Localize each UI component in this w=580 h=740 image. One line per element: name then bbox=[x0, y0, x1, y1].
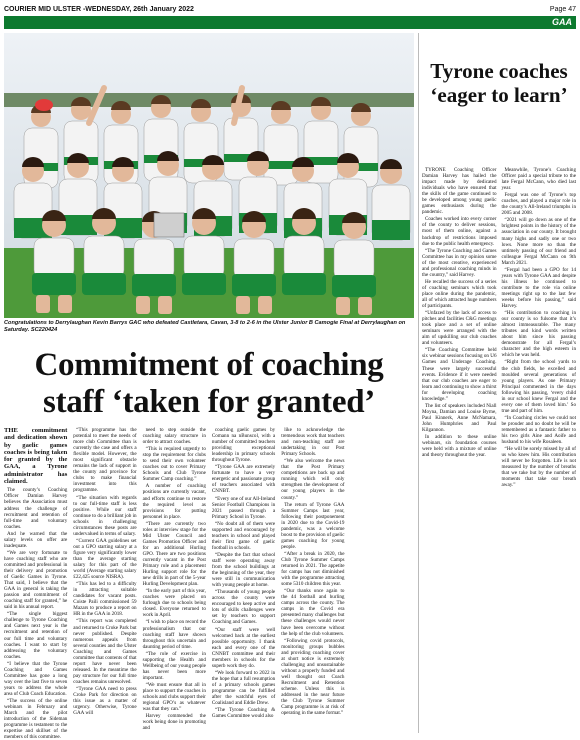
article-body bbox=[4, 427, 414, 740]
article-column-4 bbox=[212, 427, 275, 733]
paragraph: “There are currently two roles at interview stage for the Mid Ulster Council and Games Promotion Officer and for an additional Hurling GPO. There are two positions currently vacant in the Post Primary role and a placement Hurling support role for the new drills in part of the 5-year Hurling Development plan. bbox=[142, 520, 206, 588]
sidebar-body bbox=[422, 167, 576, 729]
paragraph: “2021 will go down as one of the brightest points in the history of the association in our county. It brought many highs and sadly one or two lows. None more so than the untimely passing of our friend and colleague Fergal McCann on 9th March 2021. bbox=[501, 217, 576, 266]
article-col2-text bbox=[73, 427, 136, 716]
paragraph: In addition to these online webinars, six foundation courses were held with a mixture of online and theory throughout the year. bbox=[422, 434, 497, 459]
team-photo-illustration bbox=[4, 33, 414, 318]
section-label: GAA bbox=[552, 17, 572, 27]
paragraph: “The Tyrone Coaching and Games Committee has in my opinion some of the most creative, experienced and professional coaching minds in the country,” said Harvey. bbox=[422, 247, 497, 278]
paragraph: Harvey commended the work being done in promoting and bbox=[142, 713, 206, 732]
page-number: Page 47 bbox=[549, 5, 576, 13]
article-col1-text bbox=[4, 487, 67, 740]
paragraph: “This programme has the potential to meet the needs of more club Committee than is currently the case and offers a flexible model. However, the most significant obstacle remains the lack of support in the county and province for clubs to make financial investment into this programme. bbox=[73, 427, 137, 494]
sidebar-column-2 bbox=[502, 167, 577, 729]
sidebar-headline: Tyrone coaches ‘eager to learn’ bbox=[430, 59, 568, 107]
paragraph: “I wish to place on record the professionalism that our coaching staff have shown throughout this uncertain and daunting period of time. bbox=[142, 619, 206, 650]
paragraph: “The single biggest challenge to Tyrone Coaching and Games next year is the recruitment and retention of our full time and voluntary coaches. I want to start by addressing the voluntary coaches. bbox=[4, 611, 68, 660]
sidebar-column-1 bbox=[422, 167, 497, 729]
paragraph: “We are very fortunate to have coaching staff who are committed and professional in their delivery and promotion of Gaelic Games in Tyrone. That said, I believe that the GAA in general is taking the passion and commitment of coaching staff for granted,” he said in his annual report. bbox=[4, 549, 68, 611]
paragraph: “This report was completed and returned to Croke Park but never published. Despite numerous appeals from several counties and the Ulster Coaching and Games committee that contents of that report have never been released. In the meantime the pay structure for our full time coaches remains unresolved. bbox=[73, 618, 137, 685]
paragraph: The county’s Coaching Officer Damian Harvey believes the Association must address the challenge of recruitment and retention of full-time and voluntary coaches. bbox=[4, 487, 68, 530]
column-divider bbox=[418, 33, 419, 733]
paragraph: like to acknowledge the tremendous work that teachers and non-teaching staff are undertaking in our Post Primary Schools. bbox=[281, 427, 345, 458]
masthead bbox=[4, 3, 576, 15]
paragraph: “I believe that the Tyrone Coaching and Games Committee has gone a long way over the last five to seven years to address the whole area of Club Coach Education. bbox=[4, 660, 68, 697]
article-column-1 bbox=[4, 427, 68, 740]
paragraph: The return of Tyrone GAA Summer Camps last year, following their postponement in 2020 due to the Covid-19 pandemic, was a welcome boost to the provision of gaelic games coaching for young people. bbox=[281, 501, 345, 550]
article-headline: Commitment of coaching staff ‘taken for granted’ bbox=[34, 347, 384, 420]
paragraph: “We must ensure that all in place to support the coaches in schools and clubs support their regional GPO’s as whatever was that they can.” bbox=[142, 681, 206, 713]
article-column-2 bbox=[73, 427, 136, 733]
paragraph: Coaches worked into every corner of the county to deliver sessions, most of them online, against a backdrop of restrictions imposed due to the public health emergency. bbox=[422, 216, 497, 247]
paragraph: “Tyrone GAA are extremely fortunate to have a very energetic and passionate group of teachers associated with CNNBT. bbox=[211, 464, 276, 495]
paragraph: “Unfazed by the lack of access to pitches and facilities C&G meetings took place and a set of online seminars were arranged with the aim of upskilling our club coaches and volunteers. bbox=[422, 310, 497, 347]
paragraph: Meanwhile, Tyrone’s Coaching Officer paid a special tribute to the late Fergal McCann, who died last year. bbox=[501, 167, 576, 192]
paragraph: “Our staff were well welcomed back at the earliest possible opportunity. I thank each and every one of the CNNBT committee and their members in schools for the superb work they do. bbox=[211, 626, 276, 669]
paragraph: “The Tyrone Coaching & Games Committee would also bbox=[211, 707, 276, 720]
paragraph: “In Coaching circles we could not be prouder and no doubt he will be remembered as a fantastic father to his two girls Aine and Aoife and husband to his wife Rosaleen. bbox=[501, 414, 576, 446]
paragraph: need to step outside the coaching salary structure in order to attract coaches. bbox=[142, 427, 206, 446]
paragraph: “We also welcome the news that the Post Primary competitions are back up and running which will only strengthen the development of our young players in the county.” bbox=[281, 458, 345, 501]
paragraph: “In the early part of this year, coaches were placed on furlough due to schools being closed. Everyone returned to work in April. bbox=[142, 588, 206, 619]
paragraph: “Thousands of young people across the county were encouraged to keep active and lots of skills challenges were set by teachers to support Coaching and Games. bbox=[211, 589, 276, 626]
paragraph: “Right from the school yards to the club fields, he excelled and moulded several generations of young players. As one Primary Principal commented in the days following his passing, ‘every child in our school knew Fergal and the every one of them loved him.’ So true and part of him. bbox=[501, 359, 576, 414]
paragraph: “Current GAA guidelines set out a GPO starting salary at a figure very significantly lower than the average starting salary for this part of the world (Average starting salary £22,425 source NISRA). bbox=[73, 537, 137, 581]
article-column-3 bbox=[143, 427, 206, 733]
paragraph: “Following covid protocols, monitoring groups bubbles and providing coaching cover at short notice is extremely challenging and unsustainable without a properly funded and well thought out Coach Recruitment and Retention scheme. Unless this is addressed in the near future the Club Tyrone Summer Camp programme is at risk of operating in the same format.” bbox=[281, 637, 345, 717]
article-col5-text bbox=[281, 427, 344, 716]
paragraph: “We look forward to 2022 in the hope that a full resumption of a primary schools games programme can be fulfilled after the watchful eyes of Coalisland and Eddie Drew. bbox=[211, 669, 276, 707]
section-bar bbox=[4, 16, 576, 29]
article-col4-text bbox=[212, 427, 275, 719]
paragraph: “Despite the fact that school staff were operating away from the school buildings at the beginning of the year, they were still in communication with young people at home. bbox=[211, 551, 276, 589]
paragraph: “No doubt all of them were supported and encouraged by teachers in school and played their first game of gaelic football in schools. bbox=[211, 520, 276, 551]
paragraph: “The success of the online webinars in February and March and the pilot introduction of the Sideman programme is testament to the expertise and skillset of the members of this committee. bbox=[4, 697, 68, 740]
article-col3-text bbox=[143, 427, 206, 731]
paragraph: TYRONE Coaching Officer Damian Harvey has hailed the impact made by dedicated individuals who have ensured that the skills of the game continued to be developed among young gaelic games enthusiasts during the pandemic. bbox=[422, 167, 497, 216]
team-photo bbox=[4, 33, 414, 318]
paragraph: He recalled the success of a series of coaching seminars which took place online during the pandemic, all of which attracted huge numbers of participants. bbox=[422, 278, 497, 310]
paragraph: “The Coaching Committee held six webinar sessions focusing on U6 Games and Underage Coaching. These were largely successful events. Evidence if it were needed that our club coaches are eager to learn and continuing to show a thirst for developing coaching knowledge.” bbox=[422, 347, 497, 402]
paragraph: “His contribution to coaching in our county is so fulsome that it’s almost immeasurable. The many tributes and kind words written about him since his passing demonstrate for all Fergal’s character and the high esteem in which he was held. bbox=[501, 310, 576, 359]
paragraph: “Every one of our All-Ireland Senior Football Champions in 2021 passed through a Primary School in Tyrone. bbox=[211, 495, 276, 520]
article-column-5 bbox=[281, 427, 344, 733]
paragraph: coaching gaelic games by Comann na nBunscol, with a number of committed teachers providing exceptional leadership in primary schools throughout Tyrone. bbox=[211, 427, 276, 464]
article-lead: THE commitment and dedication shown by gaelic games coaches is being taken for granted by the GAA, a Tyrone administrator has claimed. bbox=[4, 427, 68, 486]
paragraph: “Fergal had been a GPO for 14 years with Tyrone GAA and despite his illness he continued to contribute to the role via online meetings right up to the last few weeks before his passing,” said Harvey. bbox=[501, 266, 576, 310]
paragraph: “After a break in 2020, the Club Tyrone Summer Camps returned in 2021. The appetite for camps has not diminished with the programme attracting some 5310 children this year. bbox=[281, 550, 345, 588]
photo-caption: Congratulations to Derrylaughan Kevin Barrys GAC who defeated Castletara, Cavan, 3-8 to 2-6 in the Ulster Junior B Camogie Final at Derrylaughan on Saturday. SC220424 bbox=[4, 320, 406, 333]
paragraph: “Our thanks once again to the 44 football and hurling camps across the county. The camps in the Covid era presented many challenges but these challenges would never have been overcome without the help of the club volunteers. bbox=[281, 588, 345, 637]
paragraph: “The role of exercise in supporting the Health and Wellbeing of our young people has never been more important. bbox=[142, 650, 206, 681]
paragraph: “The situation with regards to our full-time staff is less positive. While our staff continue to do a brilliant job in schools in challenging circumstances these posts are undervalued in terms of salary. bbox=[73, 494, 137, 537]
paragraph: “This has led to a difficulty in attracting suitable candidates for vacant posts. Coiste Paili commissioned 59 Mazars to produce a report on HR in the GAA in 2018. bbox=[73, 581, 137, 618]
paragraph: A number of coaching positions are currently vacant, and efforts continue to restore the required level as provisions for putting personnel in place. bbox=[142, 483, 206, 520]
paper-dateline: COURIER MID ULSTER -WEDNESDAY, 26th January 2022 bbox=[4, 5, 194, 13]
paragraph: And he warned that the salary levels on offer are inadequate. bbox=[4, 530, 68, 549]
paragraph: Fergal was one of Tyrone’s top coaches, and played a major role in the county’s All-Ireland triumphs in 2005 and 2008. bbox=[501, 192, 576, 217]
paragraph: “Tyrone GAA need to press Croke Park for direction on this issue as a matter of urgency. Otherwise, Tyrone GAA will bbox=[73, 685, 137, 717]
sidebar-article bbox=[422, 33, 576, 733]
paragraph: “This is required urgently to stop the requirement for clubs to send their own volunteer coaches out to cover Primary Schools and Club Tyrone Summer Camp coaching.” bbox=[142, 446, 206, 483]
paragraph: The list of speakers included Niall Moyna, Damian and Louise Byrne, Paul Kinnerk, Anne McNamara, John Humphries and Paul Kilgannon. bbox=[422, 402, 497, 433]
paragraph: “He will be sorely missed by all of us who knew him. His contribution will never be forgotten. Life is not measured by the number of breaths that we take but by the number of moments that take our breath away.” bbox=[501, 446, 576, 489]
